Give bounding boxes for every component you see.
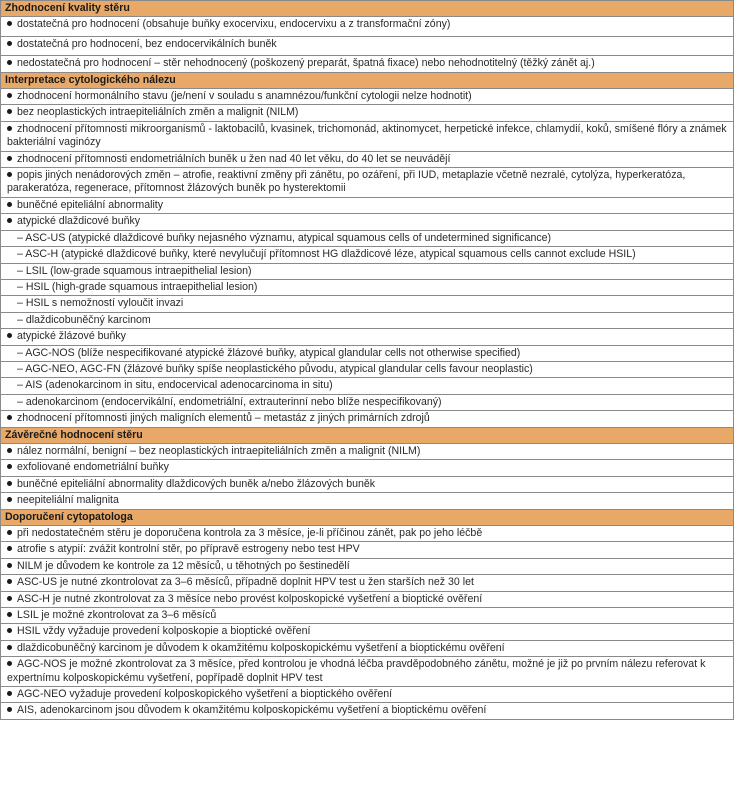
sub-item-text: – adenokarcinom (endocervikální, endometriální, extrauterinní nebo blíže nespecifikovaný) <box>17 395 442 408</box>
list-item-text: bez neoplastických intraepiteliálních změn a malignit (NILM) <box>17 106 299 119</box>
bullet-icon <box>7 576 17 589</box>
list-item-text: ASC-H je nutné zkontrolovat za 3 měsíce nebo provést kolposkopické vyšetření a bioptické ověření <box>17 592 483 605</box>
table-row <box>1 296 734 312</box>
sub-item-text: – HSIL (high-grade squamous intraepithelial lesion) <box>17 280 258 293</box>
table-cell <box>1 197 734 213</box>
table-cell <box>1 378 734 394</box>
table-cell <box>1 329 734 345</box>
table-row <box>1 624 734 640</box>
table-row <box>1 151 734 167</box>
table-cell <box>1 558 734 574</box>
list-item-text: NILM je důvodem ke kontrole za 12 měsíců, u těhotných po šestinedělí <box>17 559 350 572</box>
bullet-icon <box>7 123 17 136</box>
sub-item-text: – dlaždicobuněčný karcinom <box>17 313 151 326</box>
sub-item-text: – AIS (adenokarcinom in situ, endocervical adenocarcinoma in situ) <box>17 379 333 392</box>
list-item-text: při nedostatečném stěru je doporučena kontrola za 3 měsíce, je-li příčinou zánět, pak po jeho léčbě <box>17 527 483 539</box>
bullet-icon <box>7 153 17 166</box>
sub-item-text: – ASC-US (atypické dlaždicové buňky nejasného významu, atypical squamous cells of undetermined significance) <box>17 231 552 244</box>
sub-item-text: – LSIL (low-grade squamous intraepithelial lesion) <box>17 264 252 277</box>
table-cell <box>1 476 734 492</box>
table-row <box>1 476 734 492</box>
table-row <box>1 657 734 687</box>
bullet-icon <box>7 609 17 622</box>
table-cell <box>1 247 734 263</box>
list-item-text: exfoliované endometriální buňky <box>17 461 169 474</box>
table-cell <box>1 460 734 476</box>
table-cell <box>1 230 734 246</box>
table-row <box>1 542 734 558</box>
bullet-icon <box>7 478 17 491</box>
table-row <box>1 526 734 542</box>
table-row <box>1 230 734 246</box>
table-row <box>1 263 734 279</box>
table-row <box>1 89 734 105</box>
table-row <box>1 687 734 703</box>
table-cell <box>1 17 734 36</box>
table-row <box>1 279 734 295</box>
table-cell <box>1 394 734 410</box>
list-item-text: atypické žlázové buňky <box>17 330 126 343</box>
table-cell <box>1 151 734 167</box>
table-row <box>1 640 734 656</box>
list-item-text: AIS, adenokarcinom jsou důvodem k okamžitému kolposkopickému vyšetření a bioptickému ověření <box>17 704 487 717</box>
table-row <box>1 575 734 591</box>
table-row <box>1 329 734 345</box>
table-row <box>1 608 734 624</box>
list-item-text: atrofie s atypií: zvážit kontrolní stěr, po přípravě estrogeny nebo test HPV <box>17 543 360 556</box>
table-cell <box>1 168 734 198</box>
table-cell <box>1 312 734 328</box>
bullet-icon <box>7 494 17 507</box>
table-cell <box>1 56 734 72</box>
bullet-icon <box>7 527 17 540</box>
table-row <box>1 17 734 36</box>
table-cell <box>1 443 734 459</box>
list-item-text: nález normální, benigní – bez neoplastických intraepiteliálních změn a malignit (NILM) <box>17 444 421 457</box>
table-cell <box>1 36 734 55</box>
table-row <box>1 493 734 509</box>
bullet-icon <box>7 543 17 556</box>
bullet-icon <box>7 704 17 717</box>
bullet-icon <box>7 688 17 701</box>
list-item-text: ASC-US je nutné zkontrolovat za 3–6 měsíců, případně doplnit HPV test u žen starších než 30 let <box>17 576 474 589</box>
list-item-text: buněčné epiteliální abnormality <box>17 198 164 211</box>
table-row <box>1 312 734 328</box>
table-cell <box>1 526 734 542</box>
table-row <box>1 361 734 377</box>
table-cell <box>1 89 734 105</box>
table-row <box>1 214 734 230</box>
table-cell <box>1 575 734 591</box>
list-item-text: buněčné epiteliální abnormality dlaždicových buněk a/nebo žlázových buněk <box>17 477 376 490</box>
list-item-text: dostatečná pro hodnocení, bez endocervikálních buněk <box>17 37 277 50</box>
table-row <box>1 36 734 55</box>
section-title: Doporučení cytopatologa <box>1 509 734 525</box>
table-cell <box>1 411 734 427</box>
list-item-text: HSIL vždy vyžaduje provedení kolposkopie a bioptické ověření <box>17 625 311 638</box>
section-title: Zhodnocení kvality stěru <box>1 1 734 17</box>
bullet-icon <box>7 625 17 638</box>
table-cell <box>1 493 734 509</box>
table-cell <box>1 361 734 377</box>
bullet-icon <box>7 106 17 119</box>
table-cell <box>1 624 734 640</box>
table-row <box>1 247 734 263</box>
list-item-text: zhodnocení hormonálního stavu (je/není v souladu s anamnézou/funkční cytologii nelze hodnotit) <box>17 90 472 103</box>
table-row <box>1 443 734 459</box>
section-header <box>1 72 734 88</box>
list-item-text: zhodnocení přítomnosti jiných maligních elementů – metastáz z jiných primárních zdrojů <box>17 412 430 425</box>
table-cell <box>1 121 734 151</box>
section-header <box>1 509 734 525</box>
table-row <box>1 197 734 213</box>
table-row <box>1 558 734 574</box>
list-item-text: dlaždicobuněčný karcinom je důvodem k okamžitému kolposkopickému vyšetření a bioptickému ověření <box>17 641 505 654</box>
bullet-icon <box>7 445 17 458</box>
bullet-icon <box>7 642 17 655</box>
table-cell <box>1 214 734 230</box>
table-row <box>1 105 734 121</box>
bullet-icon <box>7 593 17 606</box>
section-title: Závěrečné hodnocení stěru <box>1 427 734 443</box>
sub-item-text: – ASC-H (atypické dlaždicové buňky, které nevylučují přítomnost HG dlaždicové léze, atypical squamous cells cannot exclude HSIL) <box>17 248 636 261</box>
list-item-text: neepiteliální malignita <box>17 494 119 507</box>
table-cell <box>1 105 734 121</box>
bullet-icon <box>7 330 17 343</box>
bullet-icon <box>7 57 17 70</box>
bullet-icon <box>7 169 17 182</box>
table-cell <box>1 542 734 558</box>
table-cell <box>1 657 734 687</box>
table-row <box>1 345 734 361</box>
bullet-icon <box>7 412 17 425</box>
table-row <box>1 168 734 198</box>
list-item-text: AGC-NOS je možné zkontrolovat za 3 měsíce, před kontrolou je vhodná léčba pravděpodobného zánětu, možné je již po prvním nálezu referovat k expertnímu kolposkopickému vyšetření, popřípadě doplnit HPV test <box>7 658 706 684</box>
table-body <box>1 1 734 720</box>
table-row <box>1 56 734 72</box>
section-title: Interpretace cytologického nálezu <box>1 72 734 88</box>
table-row <box>1 703 734 719</box>
table-row <box>1 394 734 410</box>
table-row <box>1 411 734 427</box>
table-row <box>1 460 734 476</box>
list-item-text: dostatečná pro hodnocení (obsahuje buňky exocervixu, endocervixu a z transformační zóny) <box>17 18 451 31</box>
table-row <box>1 378 734 394</box>
table-cell <box>1 296 734 312</box>
list-item-text: AGC-NEO vyžaduje provedení kolposkopického vyšetření a bioptického ověření <box>17 688 393 701</box>
list-item-text: LSIL je možné zkontrolovat za 3–6 měsíců <box>17 609 217 622</box>
list-item-text: zhodnocení přítomnosti endometriálních buněk u žen nad 40 let věku, do 40 let se neuvádějí <box>17 152 451 165</box>
bullet-icon <box>7 38 17 51</box>
list-item-text: nedostatečná pro hodnocení – stěr nehodnocený (poškozený preparát, špatná fixace) nebo nehodnotitelný (těžký zánět aj.) <box>17 57 595 70</box>
list-item-text: atypické dlaždicové buňky <box>17 215 141 228</box>
table-cell <box>1 263 734 279</box>
bullet-icon <box>7 90 17 103</box>
table-row <box>1 121 734 151</box>
table-cell <box>1 608 734 624</box>
table-cell <box>1 640 734 656</box>
bullet-icon <box>7 461 17 474</box>
bullet-icon <box>7 215 17 228</box>
list-item-text: zhodnocení přítomnosti mikroorganismů - laktobacilů, kvasinek, trichomonád, aktinomycet, herpetické infekce, chlamydií, koků, smíšené flóry a známek bakteriální vaginózy <box>7 122 727 149</box>
table-row <box>1 591 734 607</box>
list-item-text: popis jiných nenádorových změn – atrofie, reaktivní změny při zánětu, po ozáření, při IUD, metaplazie včetně nezralé, cytolýza, hyperkeratóza, parakeratóza, regenerace, přítomnost žlázových buněk po hysterektomii <box>7 169 686 195</box>
sub-item-text: – AGC-NEO, AGC-FN (žlázové buňky spíše neoplastického původu, atypical glandular cells favour neoplastic) <box>17 362 533 375</box>
bullet-icon <box>7 18 17 31</box>
section-header <box>1 1 734 17</box>
table-cell <box>1 279 734 295</box>
section-header <box>1 427 734 443</box>
table-cell <box>1 703 734 719</box>
table-cell <box>1 591 734 607</box>
bullet-icon <box>7 199 17 212</box>
sub-item-text: – AGC-NOS (blíže nespecifikované atypické žlázové buňky, atypical glandular cells not otherwise specified) <box>17 346 521 359</box>
bullet-icon <box>7 658 17 671</box>
bullet-icon <box>7 560 17 573</box>
table-cell <box>1 687 734 703</box>
table-cell <box>1 345 734 361</box>
sub-item-text: – HSIL s nemožností vyloučit invazi <box>17 297 184 310</box>
